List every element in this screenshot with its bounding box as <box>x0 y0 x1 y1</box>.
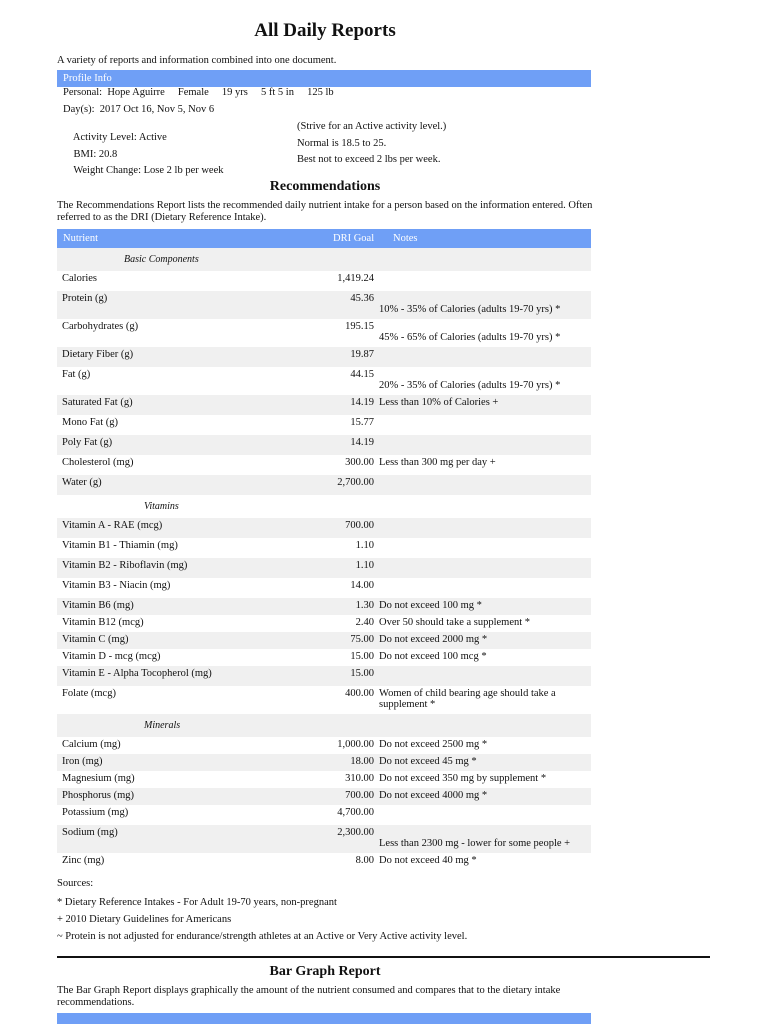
dri-goal-value: 1.10 <box>355 560 374 571</box>
bar-graph-heading: Bar Graph Report <box>269 964 381 979</box>
nutrient-name: Protein (g) <box>62 293 108 304</box>
nutrient-row <box>57 347 591 367</box>
nutrient-note: 10% - 35% of Calories (adults 19-70 yrs) * <box>379 304 561 315</box>
nutrient-row <box>57 686 591 714</box>
nutrient-name: Calcium (mg) <box>62 739 121 750</box>
nutrient-row <box>57 415 591 435</box>
dri-goal-value: 15.00 <box>350 651 374 662</box>
source-protein-note: ~ Protein is not adjusted for endurance/strength athletes at an Active or Very Active activity level. <box>57 931 468 942</box>
nutrient-note: Do not exceed 100 mcg * <box>379 651 487 662</box>
profile-header-label: Profile Info <box>63 73 112 84</box>
dri-goal-value: 14.19 <box>350 397 374 408</box>
nutrient-row <box>57 538 591 558</box>
nutrient-table <box>57 248 591 873</box>
nutrient-row <box>57 558 591 578</box>
nutrient-row <box>57 853 591 873</box>
col-dri-goal-header: DRI Goal <box>333 233 375 244</box>
nutrient-row <box>57 598 591 615</box>
nutrient-note: Less than 300 mg per day + <box>379 457 496 468</box>
col-nutrient-header: Nutrient <box>63 233 98 244</box>
nutrient-note: Do not exceed 45 mg * <box>379 756 477 767</box>
dri-goal-value: 19.87 <box>350 349 374 360</box>
section-divider <box>57 956 710 958</box>
intro-text: A variety of reports and information combined into one document. <box>57 55 337 66</box>
nutrient-row <box>57 435 591 455</box>
nutrient-note: Do not exceed 4000 mg * <box>379 790 488 801</box>
nutrient-name: Folate (mcg) <box>62 688 116 699</box>
nutrient-row <box>57 291 591 319</box>
recommendations-heading: Recommendations <box>269 179 381 194</box>
nutrient-name: Poly Fat (g) <box>62 437 113 448</box>
recommendations-description: The Recommendations Report lists the recommended daily nutrient intake for a person based on the information entered. Often referred to as the DRI (Dietary Reference Intake). <box>57 200 593 223</box>
nutrient-name: Vitamin B1 - Thiamin (mg) <box>62 540 178 551</box>
nutrient-table-header <box>57 229 591 248</box>
nutrient-note: Over 50 should take a supplement * <box>379 617 531 628</box>
profile-weight: Weight Change: Lose 2 lb per week <box>73 165 224 176</box>
nutrient-name: Vitamin B2 - Riboflavin (mg) <box>62 560 188 571</box>
dri-goal-value: 1,419.24 <box>337 273 374 284</box>
nutrient-name: Dietary Fiber (g) <box>62 349 134 360</box>
nutrient-row <box>57 271 591 291</box>
nutrient-row <box>57 632 591 649</box>
nutrient-name: Vitamin C (mg) <box>62 634 129 645</box>
dri-goal-value: 310.00 <box>345 773 374 784</box>
nutrient-row <box>57 788 591 805</box>
nutrient-note: Do not exceed 100 mg * <box>379 600 482 611</box>
category-row <box>57 714 591 737</box>
nutrient-row <box>57 771 591 788</box>
nutrient-name: Fat (g) <box>62 369 91 380</box>
nutrient-note: 20% - 35% of Calories (adults 19-70 yrs) * <box>379 380 561 391</box>
category-row <box>57 248 591 271</box>
nutrient-name: Cholesterol (mg) <box>62 457 134 468</box>
nutrient-row <box>57 805 591 825</box>
dri-goal-value: 1.10 <box>355 540 374 551</box>
nutrient-row <box>57 649 591 666</box>
nutrient-name: Carbohydrates (g) <box>62 321 139 332</box>
dri-goal-value: 300.00 <box>345 457 374 468</box>
profile-header-band <box>57 70 591 87</box>
dri-goal-value: 8.00 <box>355 855 374 866</box>
nutrient-row <box>57 518 591 538</box>
page-title: All Daily Reports <box>254 20 396 41</box>
dri-goal-value: 44.15 <box>350 369 374 380</box>
profile-activity: Activity Level: Active <box>72 132 167 143</box>
nutrient-row <box>57 615 591 632</box>
bar-graph-header-band <box>57 1013 591 1024</box>
nutrient-row <box>57 737 591 754</box>
nutrient-note: Do not exceed 2500 mg * <box>379 739 488 750</box>
nutrient-name: Sodium (mg) <box>62 827 118 838</box>
dri-goal-value: 4,700.00 <box>337 807 374 818</box>
nutrient-note: Do not exceed 40 mg * <box>379 855 477 866</box>
col-notes-header: Notes <box>393 233 418 244</box>
category-label: Minerals <box>144 720 181 731</box>
nutrient-name: Vitamin B12 (mcg) <box>62 617 144 628</box>
source-dri: * Dietary Reference Intakes - For Adult 19-70 years, non-pregnant <box>57 897 337 908</box>
nutrient-name: Vitamin D - mcg (mcg) <box>62 651 161 662</box>
nutrient-note: Women of child bearing age should take a supplement * <box>379 688 556 710</box>
nutrient-row <box>57 319 591 347</box>
nutrient-row <box>57 754 591 771</box>
nutrient-note: Less than 10% of Calories + <box>379 397 499 408</box>
nutrient-name: Potassium (mg) <box>62 807 129 818</box>
nutrient-note: Less than 2300 mg - lower for some people + <box>379 838 571 849</box>
nutrient-note: Do not exceed 2000 mg * <box>379 634 488 645</box>
nutrient-row <box>57 455 591 475</box>
profile-days: Day(s): 2017 Oct 16, Nov 5, Nov 6 <box>63 104 215 115</box>
nutrient-name: Vitamin A - RAE (mcg) <box>62 520 163 531</box>
nutrient-name: Magnesium (mg) <box>62 773 135 784</box>
dri-goal-value: 14.19 <box>350 437 374 448</box>
nutrient-row <box>57 578 591 598</box>
dri-goal-value: 195.15 <box>345 321 374 332</box>
profile-personal: Personal: Hope Aguirre Female 19 yrs 5 ft 5 in 125 lb <box>63 87 334 98</box>
nutrient-name: Phosphorus (mg) <box>62 790 135 801</box>
nutrient-name: Water (g) <box>62 477 102 488</box>
nutrient-name: Vitamin B6 (mg) <box>62 600 134 611</box>
dri-goal-value: 700.00 <box>345 520 374 531</box>
nutrient-note: 45% - 65% of Calories (adults 19-70 yrs) * <box>379 332 561 343</box>
nutrient-name: Calories <box>62 273 97 284</box>
nutrient-row <box>57 666 591 686</box>
nutrient-row <box>57 825 591 853</box>
bar-graph-description: The Bar Graph Report displays graphically the amount of the nutrient consumed and compares that to the dietary intake recommendations. <box>57 985 561 1008</box>
dri-goal-value: 400.00 <box>345 688 374 699</box>
dri-goal-value: 2,700.00 <box>337 477 374 488</box>
dri-goal-value: 18.00 <box>350 756 374 767</box>
category-label: Vitamins <box>144 501 179 512</box>
nutrient-name: Vitamin E - Alpha Tocopherol (mg) <box>62 668 212 679</box>
dri-goal-value: 15.77 <box>350 417 374 428</box>
nutrient-row <box>57 395 591 415</box>
dri-goal-value: 2,300.00 <box>337 827 374 838</box>
dri-goal-value: 45.36 <box>350 293 374 304</box>
dri-goal-value: 75.00 <box>350 634 374 645</box>
dri-goal-value: 2.40 <box>355 617 374 628</box>
dri-goal-value: 1.30 <box>355 600 374 611</box>
dri-goal-value: 15.00 <box>350 668 374 679</box>
nutrient-name: Iron (mg) <box>62 756 103 767</box>
profile-weight-note: Best not to exceed 2 lbs per week. <box>297 154 441 165</box>
nutrient-name: Saturated Fat (g) <box>62 397 133 408</box>
profile-bmi-note: Normal is 18.5 to 25. <box>297 138 387 149</box>
source-guidelines: + 2010 Dietary Guidelines for Americans <box>57 914 232 925</box>
dri-goal-value: 14.00 <box>350 580 374 591</box>
dri-goal-value: 700.00 <box>345 790 374 801</box>
nutrient-name: Mono Fat (g) <box>62 417 118 428</box>
nutrient-row <box>57 475 591 495</box>
sources-label: Sources: <box>57 878 94 889</box>
nutrient-name: Zinc (mg) <box>62 855 105 866</box>
nutrient-name: Vitamin B3 - Niacin (mg) <box>62 580 171 591</box>
category-row <box>57 495 591 518</box>
category-label: Basic Components <box>124 254 199 265</box>
profile-activity-note: (Strive for an Active activity level.) <box>297 121 447 132</box>
dri-goal-value: 1,000.00 <box>337 739 374 750</box>
nutrient-row <box>57 367 591 395</box>
nutrient-note: Do not exceed 350 mg by supplement * <box>379 773 547 784</box>
profile-bmi: BMI: 20.8 <box>73 149 118 160</box>
